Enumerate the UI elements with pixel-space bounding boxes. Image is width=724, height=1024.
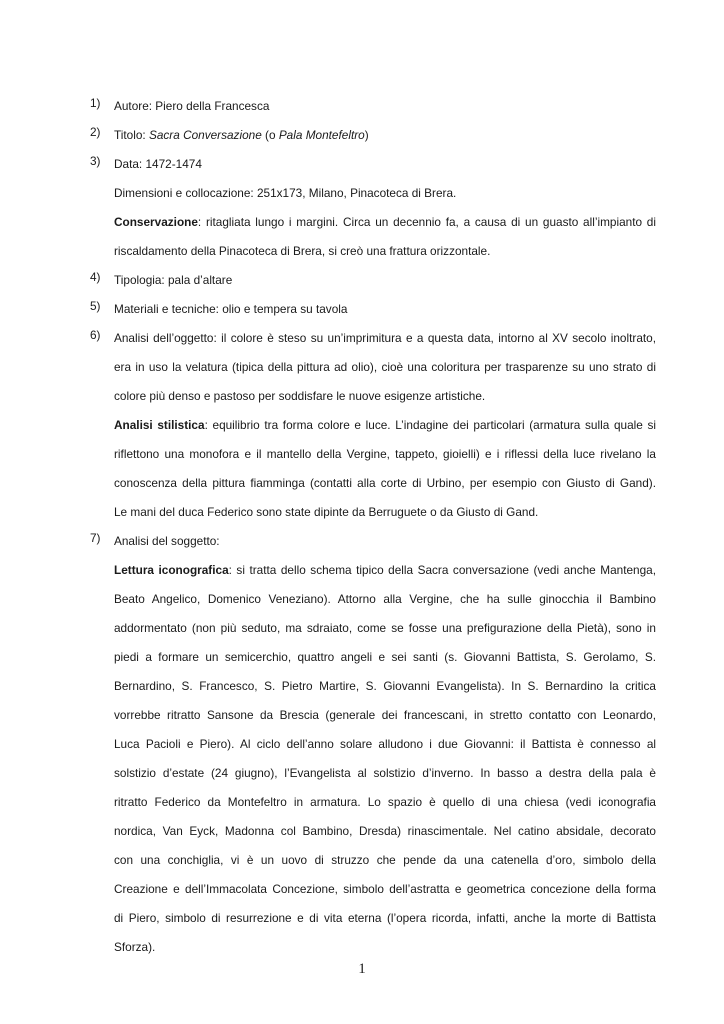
iconographic-reading-line: Creazione e dell’Immacolata Concezione, simbolo dell’astratta e geometrica concezione della forma xyxy=(114,882,656,896)
list-item-materials xyxy=(90,299,656,328)
iconographic-reading-line: piedi a formare un semicerchio, quattro angeli e sei santi (s. Giovanni Battista, S. Gerolamo, S. xyxy=(114,650,656,664)
materials-line: Materiali e tecniche: olio e tempera su tavola xyxy=(114,302,348,316)
iconographic-reading-line-1 xyxy=(114,560,656,589)
list-item-typology xyxy=(90,270,656,299)
page-number: 1 xyxy=(358,961,366,977)
stylistic-analysis-label: Analisi stilistica xyxy=(114,418,205,432)
iconographic-reading-line: nordica, Van Eyck, Madonna col Bambino, Dresda) rinascimentale. Nel catino absidale, decorato xyxy=(114,824,656,838)
stylistic-analysis-line: Le mani del duca Federico sono state dipinte da Berruguete o da Giusto di Gand. xyxy=(114,505,539,519)
iconographic-reading-line: ritratto Federico da Montefeltro in armatura. Lo spazio è quello di una chiesa (vedi iconografia xyxy=(114,795,656,809)
list-number: 1) xyxy=(90,96,101,110)
iconographic-reading-line: Bernardino, S. Francesco, S. Pietro Martire, S. Giovanni Evangelista). In S. Bernardino la critica xyxy=(114,679,656,693)
list-number: 3) xyxy=(90,154,101,168)
title-line xyxy=(114,125,656,154)
list-number: 7) xyxy=(90,531,101,545)
list-number: 2) xyxy=(90,125,101,139)
author-line: Autore: Piero della Francesca xyxy=(114,99,270,113)
date-line: Data: 1472-1474 xyxy=(114,157,202,171)
iconographic-reading-line: vorrebbe ritratto Sansone da Brescia (generale dei francescani, in stretto contatto con Leonardo, xyxy=(114,708,656,722)
object-analysis-line: Analisi dell’oggetto: il colore è steso su un’imprimitura e a questa data, intorno al XV secolo inoltrato, xyxy=(114,331,656,345)
iconographic-reading-line: Sforza). xyxy=(114,940,156,954)
list-item-author xyxy=(90,96,656,125)
iconographic-reading-line: con una conchiglia, vi è un uovo di struzzo che pende da una catenella d’oro, simbolo della xyxy=(114,853,656,867)
list-item-date xyxy=(90,154,656,270)
conservation-line-1 xyxy=(114,212,656,241)
iconographic-reading-text: : si tratta dello schema tipico della Sacra conversazione (vedi anche Mantenga, xyxy=(228,563,656,577)
iconographic-reading-line: Luca Pacioli e Piero). Al ciclo dell’anno solare alludono i due Giovanni: il Battista è connesso al xyxy=(114,737,656,751)
list-number: 4) xyxy=(90,270,101,284)
title-suffix: ) xyxy=(364,128,369,142)
dimensions-line: Dimensioni e collocazione: 251x173, Milano, Pinacoteca di Brera. xyxy=(114,186,457,200)
list-item-subject-analysis xyxy=(90,531,656,966)
list-item-title xyxy=(90,125,656,154)
stylistic-analysis-text: : equilibrio tra forma colore e luce. L’indagine dei particolari (armatura sulla quale si xyxy=(204,418,656,432)
typology-line: Tipologia: pala d’altare xyxy=(114,273,233,287)
iconographic-reading-line: di Piero, simbolo di resurrezione e di vita eterna (l’opera ricorda, infatti, anche la morte di Battista xyxy=(114,911,656,925)
subject-analysis-line: Analisi del soggetto: xyxy=(114,534,220,548)
list-number: 5) xyxy=(90,299,101,313)
title-prefix: Titolo: xyxy=(114,128,149,142)
iconographic-reading-line: Beato Angelico, Domenico Veneziano). Attorno alla Vergine, che ha sulle ginocchia il Bambino xyxy=(114,592,656,606)
title-main: Sacra Conversazione xyxy=(148,128,262,142)
object-analysis-line: era in uso la velatura (tipica della pittura ad olio), cioè una coloritura per trasparenze su uno strato di xyxy=(114,360,656,374)
list-item-object-analysis xyxy=(90,328,656,531)
conservation-line-2: riscaldamento della Pinacoteca di Brera, si creò una frattura orizzontale. xyxy=(114,244,491,258)
stylistic-analysis-line: conoscenza della pittura fiamminga (contatti alla corte di Urbino, per esempio con Giusto di Gand). xyxy=(114,476,656,490)
title-mid: (o xyxy=(261,128,279,142)
title-alt: Pala Montefeltro xyxy=(278,128,365,142)
iconographic-reading-label: Lettura iconografica xyxy=(114,563,229,577)
iconographic-reading-line: solstizio d’estate (24 giugno), l’Evangelista al solstizio d’inverno. In basso a destra della pala è xyxy=(114,766,656,780)
conservation-label: Conservazione xyxy=(114,215,198,229)
stylistic-analysis-line: riflettono una monofora e il mantello della Vergine, tappeto, gioielli) e i riflessi della luce rivelano la xyxy=(114,447,656,461)
list-number: 6) xyxy=(90,328,101,342)
numbered-list xyxy=(90,96,656,966)
iconographic-reading-line: addormentato (non più seduto, ma sdraiato, come se fosse una prefigurazione della Pietà), sono in xyxy=(114,621,656,635)
stylistic-analysis-line-1 xyxy=(114,415,656,444)
conservation-text: : ritagliata lungo i margini. Circa un decennio fa, a causa di un guasto all’impianto di xyxy=(197,215,656,229)
object-analysis-line: colore più denso e pastoso per soddisfare le nuove esigenze artistiche. xyxy=(114,389,486,403)
